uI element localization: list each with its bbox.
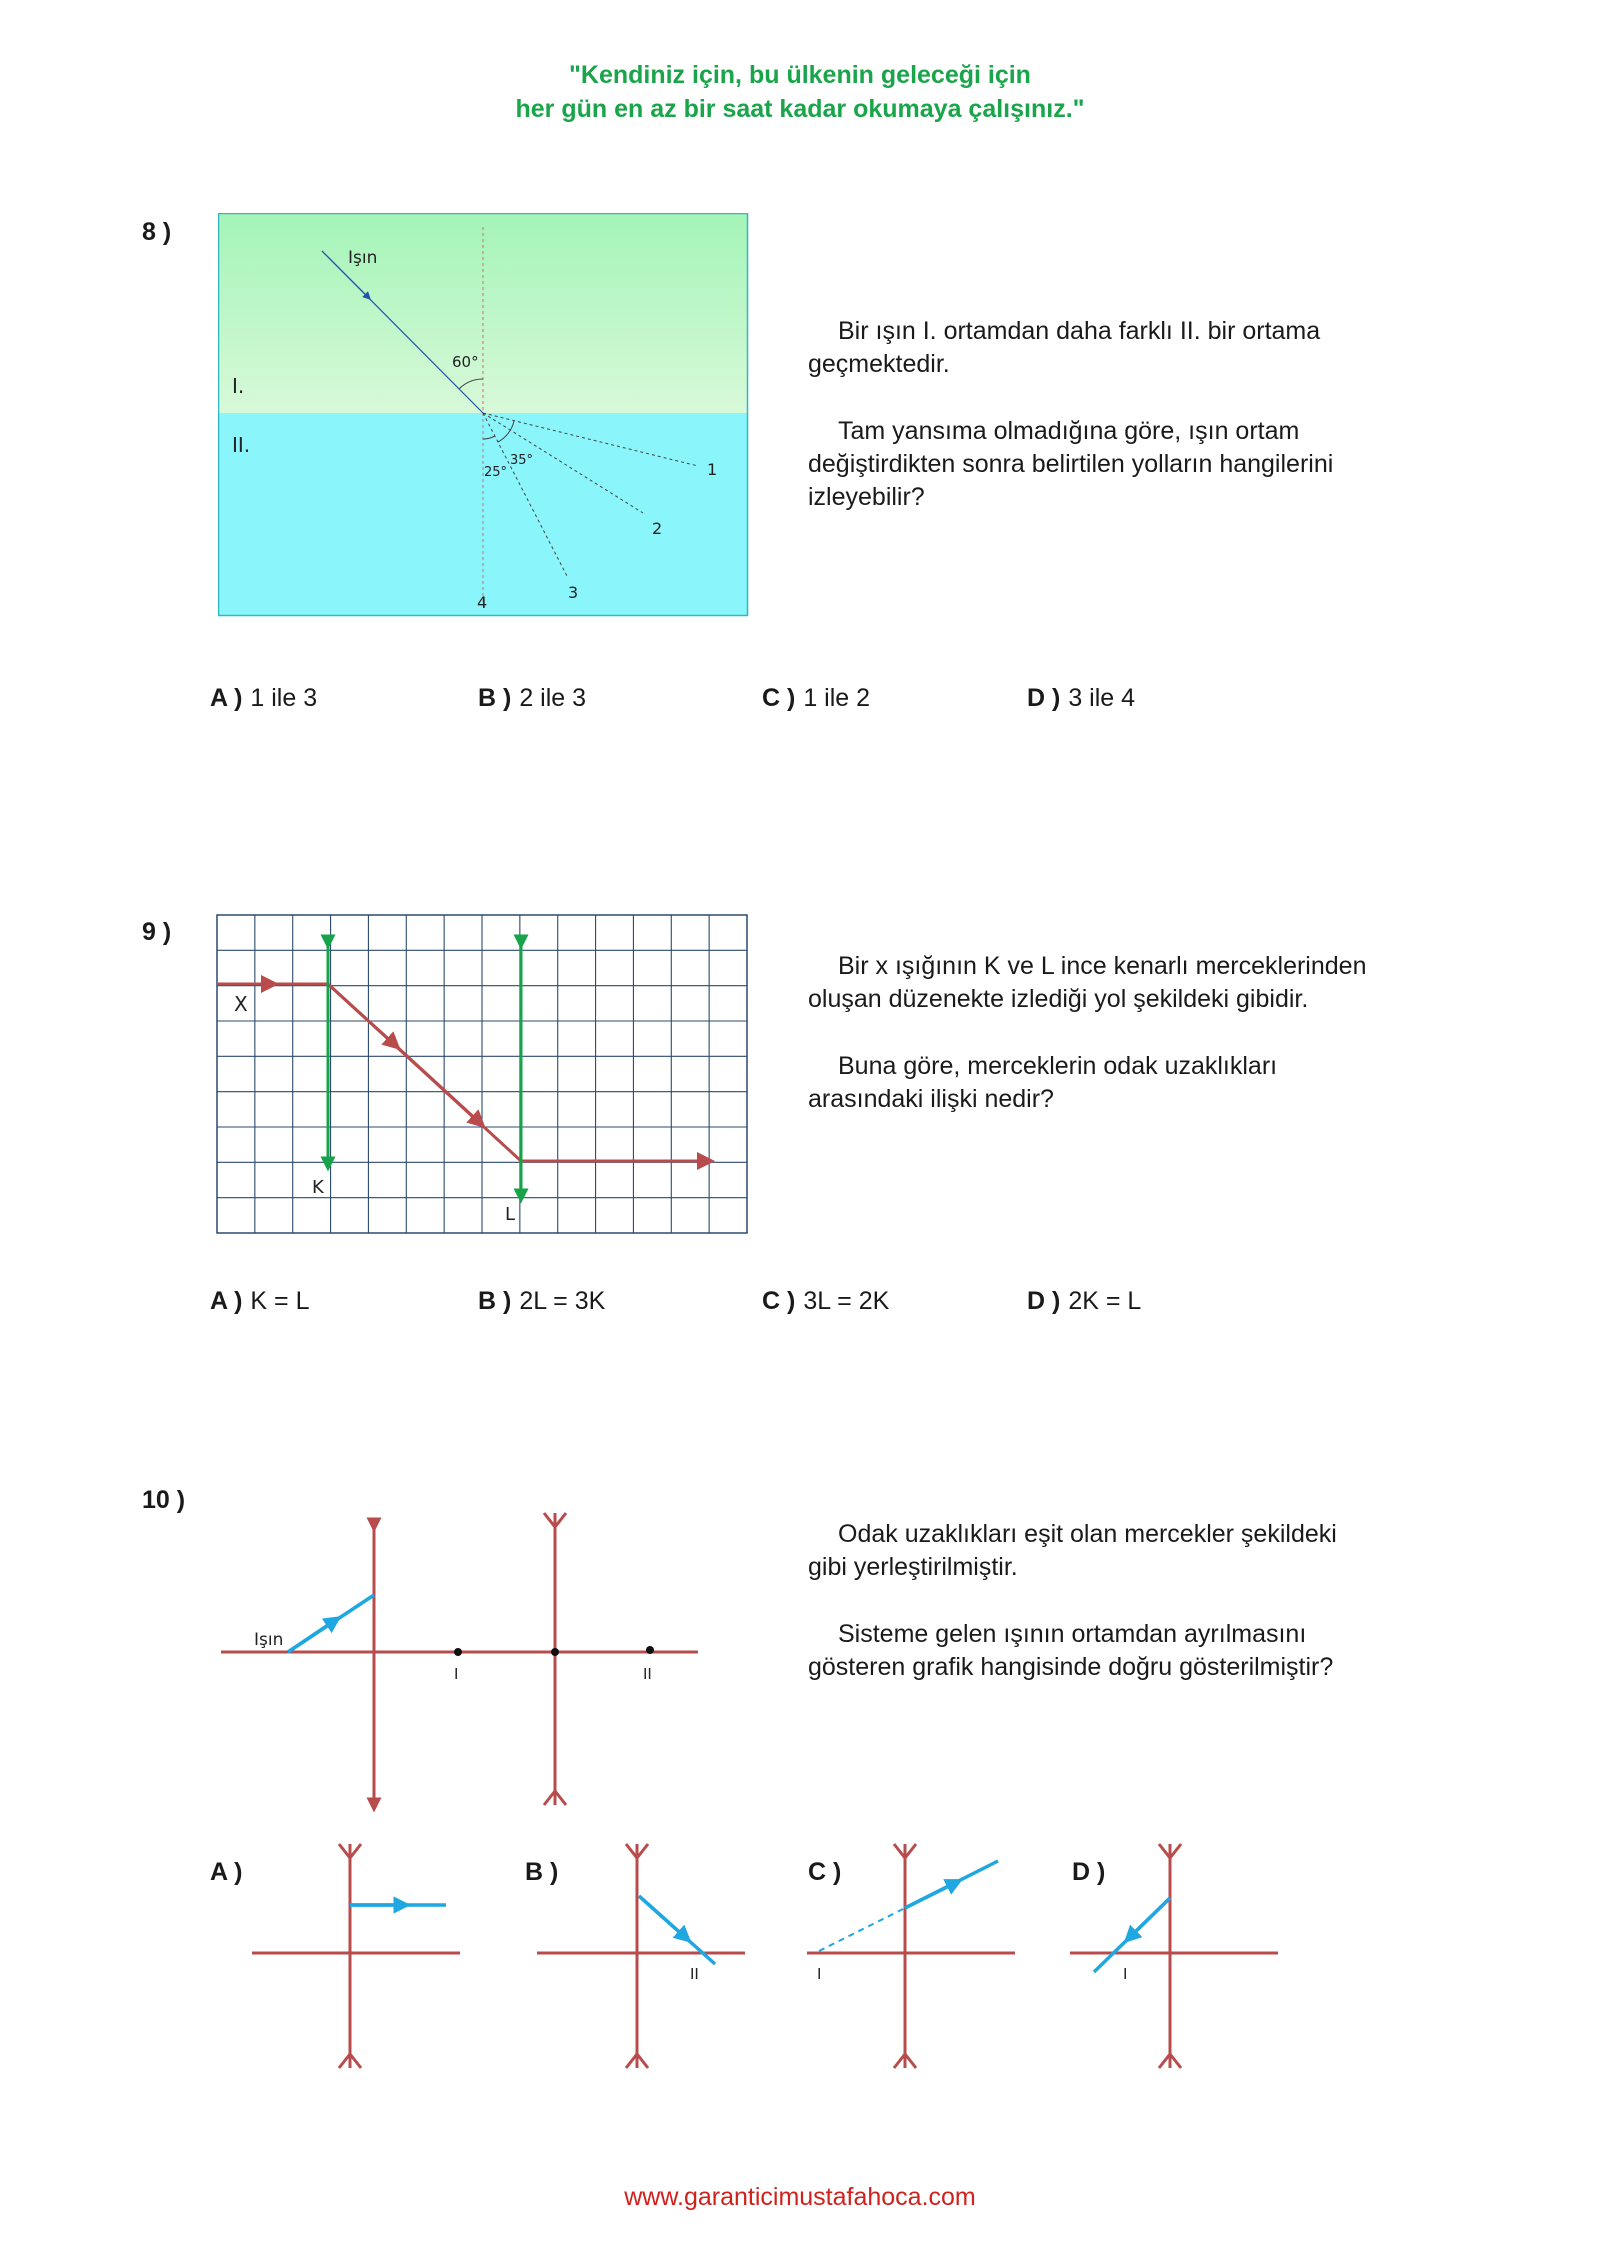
q10-option-d-figure[interactable] (1068, 1840, 1283, 2075)
focal-point-2 (646, 1646, 654, 1654)
lens-l-label: L (505, 1204, 516, 1225)
q10-option-c-figure[interactable] (805, 1840, 1020, 2075)
q10-option-d-label[interactable]: D ) (1072, 1858, 1106, 1886)
q8-option-b[interactable]: B ) 2 ile 3 (478, 684, 587, 712)
focal-point-center (551, 1648, 559, 1656)
question-10-number: 10 ) (142, 1486, 186, 1514)
q10-option-b-label[interactable]: B ) (525, 1858, 559, 1886)
point-1-label: I (454, 1665, 459, 1683)
q8-refraction-figure (218, 213, 750, 618)
q9-option-c[interactable]: C ) 3L = 2K (762, 1287, 890, 1315)
q10-lens-system-figure (218, 1505, 703, 1815)
path-2-label: 2 (652, 519, 663, 538)
motto-quote (0, 58, 1600, 126)
q8-paragraph-2: Tam yansıma olmadığına göre, ışın ortam değiştirdikten sonra belirtilen yolların hangilerini izleyebilir? (808, 417, 1334, 511)
q10-option-a-label[interactable]: A ) (210, 1858, 243, 1886)
q8-text (808, 315, 1368, 514)
q9-paragraph-1: Bir x ışığının K ve L ince kenarlı merceklerinden oluşan düzenekte izlediği yol şekildeki gibidir. (808, 952, 1367, 1013)
q8-option-c[interactable]: C ) 1 ile 2 (762, 684, 871, 712)
q9-paragraph-2: Buna göre, merceklerin odak uzaklıkları arasındaki ilişki nedir? (808, 1052, 1278, 1113)
q10-option-a-figure[interactable] (250, 1840, 465, 2075)
q10-option-d-point: I (1123, 1965, 1128, 1983)
question-8-number: 8 ) (142, 218, 172, 246)
ray-label: Işın (254, 1630, 284, 1650)
q9-text (808, 950, 1368, 1116)
footer-website[interactable]: www.garanticimustafahoca.com (624, 2183, 976, 2211)
q10-text (808, 1518, 1368, 1684)
ray-x-label: X (234, 992, 248, 1016)
motto-line-1: "Kendiniz için, bu ülkenin geleceği için (569, 61, 1031, 89)
q9-option-a[interactable]: A ) K = L (210, 1287, 310, 1315)
q8-option-a[interactable]: A ) 1 ile 3 (210, 684, 318, 712)
path-4-label: 4 (477, 593, 488, 612)
point-2-label: II (643, 1665, 652, 1683)
q9-lens-grid-figure (216, 914, 750, 1236)
question-9-number: 9 ) (142, 918, 172, 946)
path-1-label: 1 (707, 460, 718, 479)
q8-paragraph-1: Bir ışın I. ortamdan daha farklı II. bir ortama geçmektedir. (808, 317, 1321, 378)
path-3-label: 3 (568, 583, 579, 602)
q10-paragraph-2: Sisteme gelen ışının ortamdan ayrılmasını gösteren grafik hangisinde doğru gösterilmiştir? (808, 1620, 1334, 1681)
angle-25-label: 25° (484, 465, 508, 480)
medium-1-label: I. (232, 374, 245, 398)
incident-ray-arrow (288, 1621, 334, 1652)
lens-k-label: K (312, 1177, 324, 1198)
q8-option-d[interactable]: D ) 3 ile 4 (1027, 684, 1136, 712)
angle-35-label: 35° (510, 453, 534, 468)
angle-60-label: 60° (452, 353, 479, 371)
q9-option-b[interactable]: B ) 2L = 3K (478, 1287, 606, 1315)
ray-label: Işın (348, 248, 378, 268)
medium-2-label: II. (232, 433, 251, 457)
q10-option-c-point: I (817, 1965, 822, 1983)
motto-line-2: her gün en az bir saat kadar okumaya çalışınız." (515, 95, 1085, 123)
q9-option-d[interactable]: D ) 2K = L (1027, 1287, 1142, 1315)
q10-option-b-figure[interactable] (535, 1840, 750, 2075)
q10-option-b-point: II (690, 1965, 699, 1983)
focal-point-1 (454, 1648, 462, 1656)
q10-option-c-label[interactable]: C ) (808, 1858, 842, 1886)
q10-paragraph-1: Odak uzaklıkları eşit olan mercekler şekildeki gibi yerleştirilmiştir. (808, 1520, 1337, 1581)
